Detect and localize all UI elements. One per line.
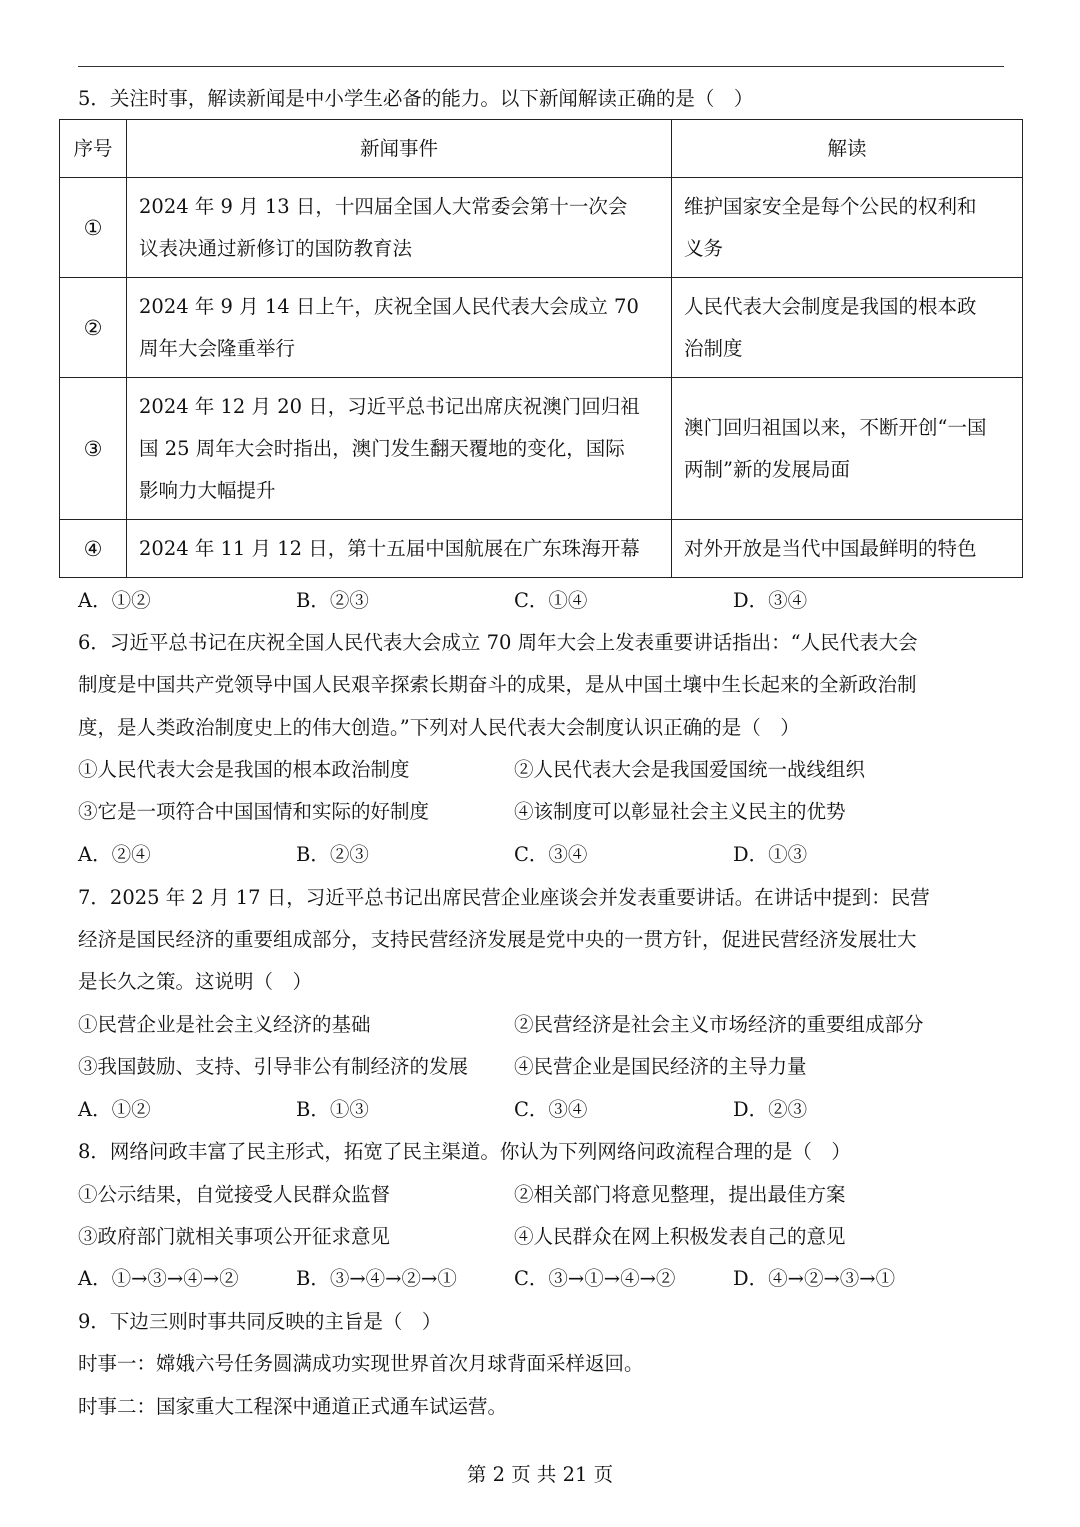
interp-line: 澳门回归祖国以来，不断开创“一国 xyxy=(684,415,987,439)
row-num: ④ xyxy=(60,520,127,578)
row-event xyxy=(127,178,672,278)
event-line: 国 25 周年大会时指出，澳门发生翻天覆地的变化，国际 xyxy=(139,436,625,460)
q5-option-c: C．①④ xyxy=(514,589,588,612)
q6-statement: ④该制度可以彰显社会主义民主的优势 xyxy=(514,800,846,823)
q7-line: 经济是国民经济的重要组成部分，支持民营经济发展是党中央的一贯方针，促进民营经济发展壮大 xyxy=(78,928,917,951)
q8-option-d: D．④→②→③→① xyxy=(733,1267,896,1290)
table-row xyxy=(60,178,1023,278)
row-interp xyxy=(672,520,1023,578)
header-event: 新闻事件 xyxy=(127,120,672,178)
q8-statement: ①公示结果，自觉接受人民群众监督 xyxy=(78,1183,391,1206)
q8-line: 8．网络问政丰富了民主形式，拓宽了民主渠道。你认为下列网络问政流程合理的是（ ） xyxy=(78,1140,851,1163)
q8-statement: ④人民群众在网上积极发表自己的意见 xyxy=(514,1225,846,1248)
event-line: 议表决通过新修订的国防教育法 xyxy=(139,236,413,260)
row-interp xyxy=(672,178,1023,278)
event-line: 2024 年 11 月 12 日，第十五届中国航展在广东珠海开幕 xyxy=(139,536,640,560)
event-line: 2024 年 12 月 20 日，习近平总书记出席庆祝澳门回归祖 xyxy=(139,394,640,418)
q7-statement: ②民营经济是社会主义市场经济的重要组成部分 xyxy=(514,1013,924,1036)
q5-option-a: A．①② xyxy=(78,589,151,612)
q6-statement: ①人民代表大会是我国的根本政治制度 xyxy=(78,758,410,781)
q6-option-a: A．②④ xyxy=(78,843,151,866)
interp-line: 维护国家安全是每个公民的权利和 xyxy=(684,194,977,218)
row-event xyxy=(127,520,672,578)
row-interp xyxy=(672,278,1023,378)
event-line: 影响力大幅提升 xyxy=(139,478,276,502)
q7-statement: ③我国鼓励、支持、引导非公有制经济的发展 xyxy=(78,1055,469,1078)
event-line: 周年大会隆重举行 xyxy=(139,336,296,360)
interp-line: 义务 xyxy=(684,236,724,260)
table-row xyxy=(60,378,1023,520)
q6-line: 6．习近平总书记在庆祝全国人民代表大会成立 70 周年大会上发表重要讲话指出：“人民代表大会 xyxy=(78,631,918,654)
q7-line: 7．2025 年 2 月 17 日，习近平总书记出席民营企业座谈会并发表重要讲话。在讲话中提到：民营 xyxy=(78,886,930,909)
interp-line: 人民代表大会制度是我国的根本政 xyxy=(684,294,977,318)
q7-option-c: C．③④ xyxy=(514,1098,588,1121)
header-rule xyxy=(78,66,1004,67)
q5-stem: 5．关注时事，解读新闻是中小学生必备的能力。以下新闻解读正确的是（ ） xyxy=(78,87,754,110)
q7-statement: ④民营企业是国民经济的主导力量 xyxy=(514,1055,807,1078)
table-header-row xyxy=(60,120,1023,178)
q8-option-c: C．③→①→④→② xyxy=(514,1267,676,1290)
interp-line: 两制”新的发展局面 xyxy=(684,457,850,481)
row-interp xyxy=(672,378,1023,520)
q6-option-c: C．③④ xyxy=(514,843,588,866)
q6-option-d: D．①③ xyxy=(733,843,808,866)
q8-statement: ②相关部门将意见整理，提出最佳方案 xyxy=(514,1183,846,1206)
q7-option-d: D．②③ xyxy=(733,1098,808,1121)
q7-line: 是长久之策。这说明（ ） xyxy=(78,970,313,993)
header-num: 序号 xyxy=(60,120,127,178)
q8-statement: ③政府部门就相关事项公开征求意见 xyxy=(78,1225,391,1248)
event-line: 2024 年 9 月 14 日上午，庆祝全国人民代表大会成立 70 xyxy=(139,294,639,318)
row-num: ② xyxy=(60,278,127,378)
header-interp: 解读 xyxy=(672,120,1023,178)
q6-statement: ③它是一项符合中国国情和实际的好制度 xyxy=(78,800,430,823)
q7-option-b: B．①③ xyxy=(296,1098,369,1121)
interp-line: 治制度 xyxy=(684,336,743,360)
event-line: 2024 年 9 月 13 日，十四届全国人大常委会第十一次会 xyxy=(139,194,628,218)
table-row xyxy=(60,278,1023,378)
page-footer: 第 2 页 共 21 页 xyxy=(466,1463,614,1486)
q9-line: 9．下边三则时事共同反映的主旨是（ ） xyxy=(78,1310,442,1333)
interp-line: 对外开放是当代中国最鲜明的特色 xyxy=(684,536,977,560)
news-table xyxy=(59,119,1023,578)
q6-statement: ②人民代表大会是我国爱国统一战线组织 xyxy=(514,758,866,781)
row-event xyxy=(127,278,672,378)
q7-statement: ①民营企业是社会主义经济的基础 xyxy=(78,1013,371,1036)
q8-option-b: B．③→④→②→① xyxy=(296,1267,457,1290)
q8-option-a: A．①→③→④→② xyxy=(78,1267,239,1290)
q5-option-b: B．②③ xyxy=(296,589,369,612)
q9-line: 时事一：嫦娥六号任务圆满成功实现世界首次月球背面采样返回。 xyxy=(78,1352,644,1375)
q6-option-b: B．②③ xyxy=(296,843,369,866)
table-row xyxy=(60,520,1023,578)
q9-line: 时事二：国家重大工程深中通道正式通车试运营。 xyxy=(78,1395,508,1418)
row-event xyxy=(127,378,672,520)
q6-line: 度，是人类政治制度史上的伟大创造。”下列对人民代表大会制度认识正确的是（ ） xyxy=(78,716,800,739)
q7-option-a: A．①② xyxy=(78,1098,151,1121)
row-num: ① xyxy=(60,178,127,278)
q6-line: 制度是中国共产党领导中国人民艰辛探索长期奋斗的成果，是从中国土壤中生长起来的全新政治制 xyxy=(78,673,917,696)
q5-option-d: D．③④ xyxy=(733,589,808,612)
row-num: ③ xyxy=(60,378,127,520)
